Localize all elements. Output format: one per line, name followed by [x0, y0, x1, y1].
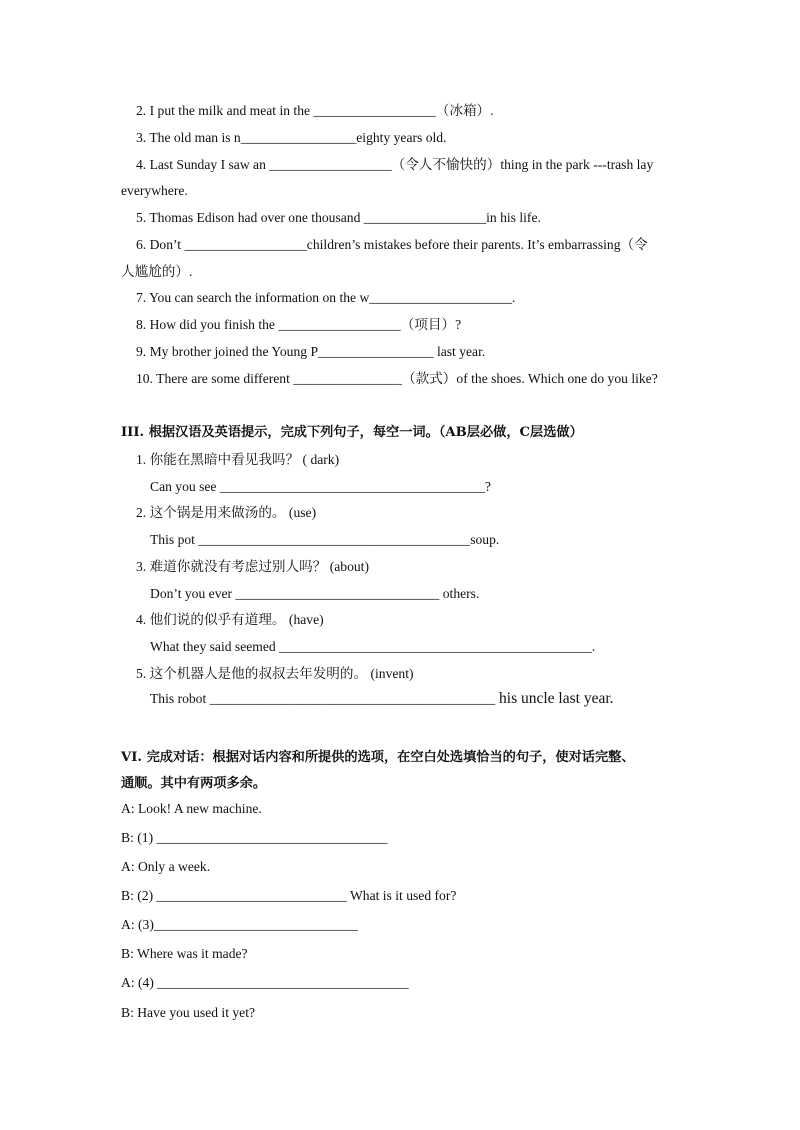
- s3-item-4-en: What they said seemed ______________________________________________.: [150, 639, 596, 654]
- dialog-line-3: A: Only a week.: [121, 859, 211, 874]
- s3-item-2-en: This pot ________________________________________soup.: [150, 532, 500, 547]
- s3-item-1-cn: 1. 你能在黑暗中看见我吗？ ( dark): [136, 452, 340, 467]
- dialog-line-6: B: Where was it made?: [121, 946, 248, 961]
- s2-item-5: 5. Thomas Edison had over one thousand __________________in his life.: [136, 210, 541, 225]
- s2-item-9: 9. My brother joined the Young P_________________ last year.: [136, 344, 486, 359]
- s3-item-3-cn: 3. 难道你就没有考虑过别人吗？ (about): [136, 559, 369, 574]
- s3-item-2-cn: 2. 这个锅是用来做汤的。 (use): [136, 505, 317, 520]
- dialog-line-4: B: (2) ____________________________ What is it used for?: [121, 888, 457, 903]
- s3-item-4-cn: 4. 他们说的似乎有道理。 (have): [136, 612, 324, 627]
- section6-heading-2: 通顺。其中有两项多余。: [121, 776, 267, 791]
- s3-item-5-en-a: This robot __________________________________________: [150, 691, 496, 706]
- s3-item-5-en-b: his uncle last year.: [495, 690, 614, 707]
- s2-item-6: 6. Don’t __________________children’s mistakes before their parents. It’s embarrassing（令: [136, 237, 648, 252]
- s3-item-1-en: Can you see _______________________________________?: [150, 479, 491, 494]
- dialog-line-8: B: Have you used it yet?: [121, 1005, 256, 1020]
- s2-item-4: 4. Last Sunday I saw an __________________（令人不愉快的）thing in the park ---trash lay: [136, 157, 654, 172]
- s3-item-5-cn: 5. 这个机器人是他的叔叔去年发明的。 (invent): [136, 666, 414, 681]
- section6-heading-1: VI. 完成对话：根据对话内容和所提供的选项，在空白处选填恰当的句子，使对话完整、: [121, 750, 635, 765]
- dialog-line-1: A: Look! A new machine.: [121, 801, 262, 816]
- s2-item-3: 3. The old man is n_________________eighty years old.: [136, 130, 447, 145]
- s2-item-7: 7. You can search the information on the w_____________________.: [136, 290, 516, 305]
- s3-item-3-en: Don’t you ever ______________________________ others.: [150, 586, 480, 601]
- s2-item-4-cont: everywhere.: [121, 183, 188, 198]
- dialog-line-7: A: (4) _____________________________________: [121, 975, 409, 990]
- s2-item-10: 10. There are some different ________________（款式）of the shoes. Which one do you like?: [136, 371, 658, 386]
- s2-item-8: 8. How did you finish the __________________（项目）?: [136, 317, 462, 332]
- s2-item-6-cont: 人尴尬的）.: [121, 264, 193, 279]
- dialog-line-5: A: (3)______________________________: [121, 917, 358, 932]
- dialog-line-2: B: (1) __________________________________: [121, 830, 388, 845]
- s3-item-5-en: [150, 690, 614, 708]
- s2-item-2: 2. I put the milk and meat in the __________________（冰箱）.: [136, 103, 494, 118]
- section3-heading: III. 根据汉语及英语提示，完成下列句子，每空一词。（AB层必做，C层选做）: [121, 425, 583, 440]
